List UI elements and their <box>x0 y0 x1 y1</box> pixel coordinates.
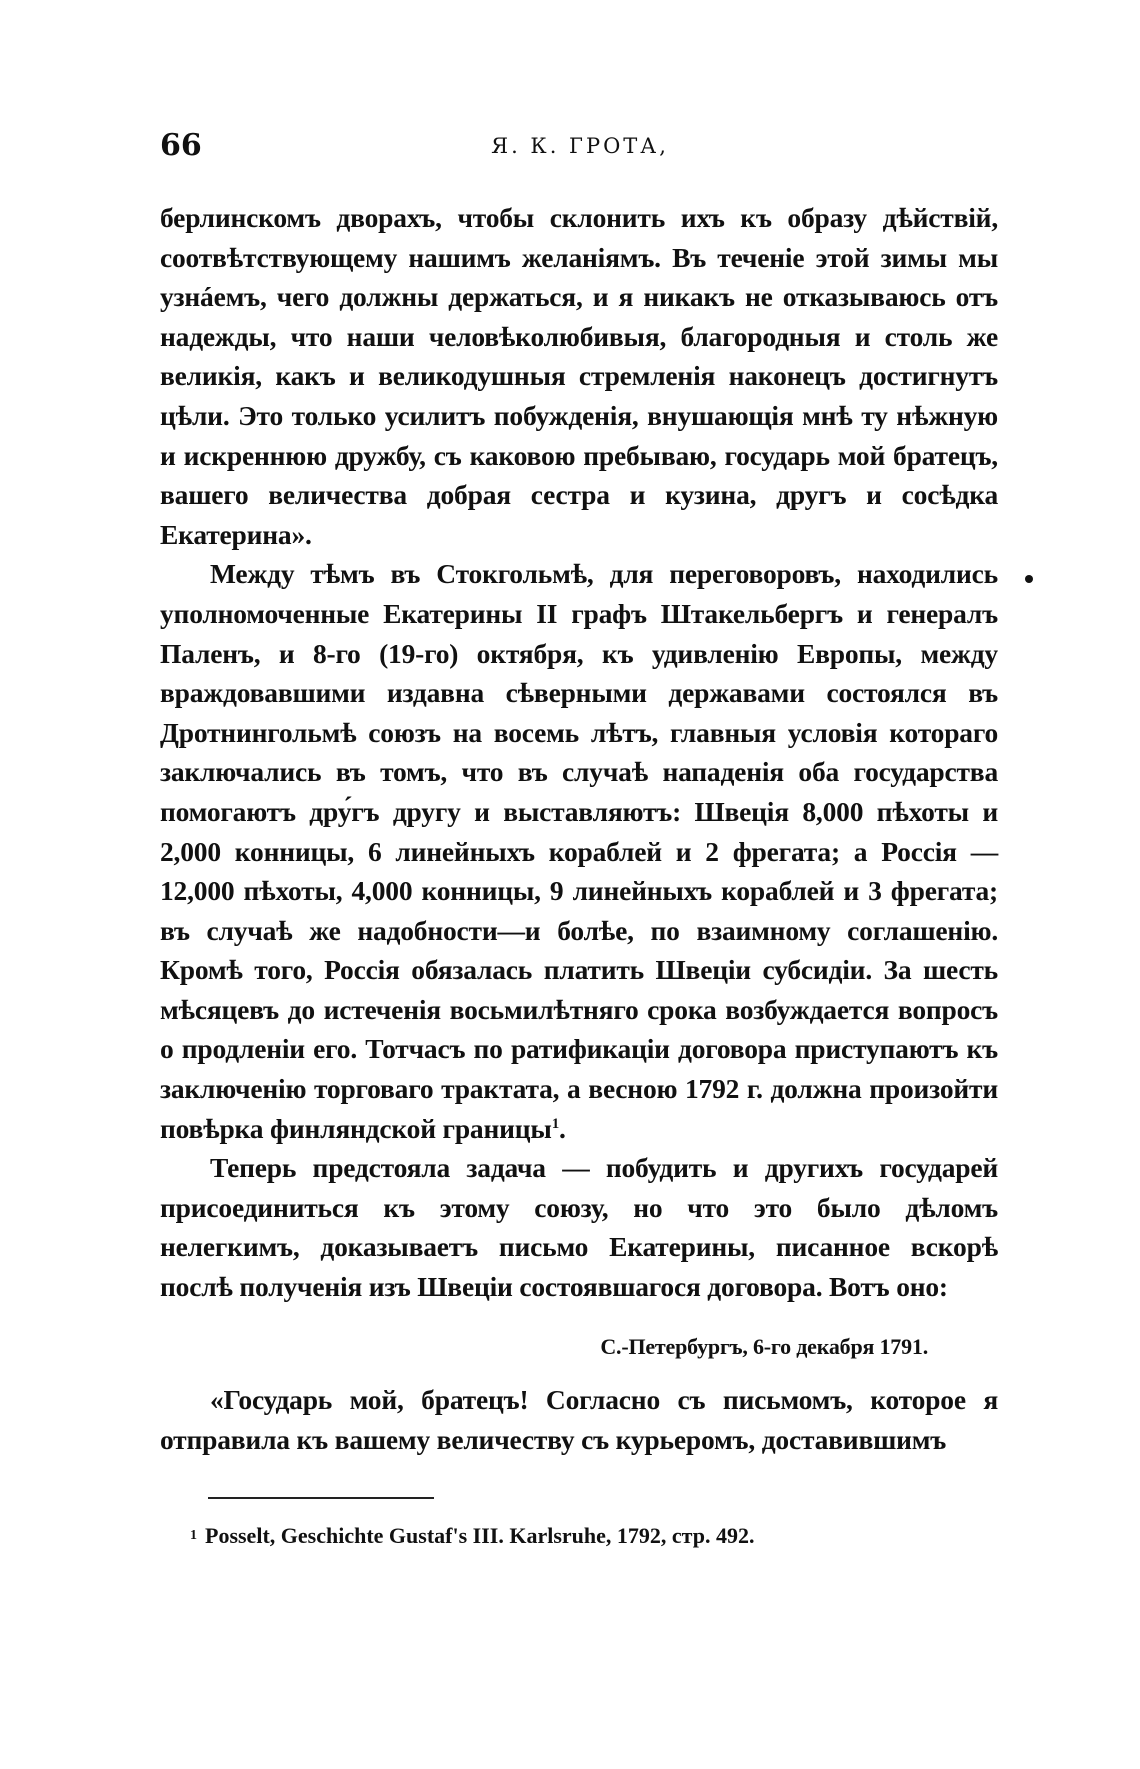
footnote <box>190 1521 990 1551</box>
paragraph-4: «Государь мой, братецъ! Согласно съ письмомъ, которое я отправила къ вашему величеству съ курьеромъ, доставившимъ <box>160 1384 998 1455</box>
page-header <box>160 128 1000 168</box>
margin-ink-dot <box>1025 575 1033 583</box>
main-text <box>160 198 998 1459</box>
footnote-text: Posselt, Geschichte Gustaf's III. Karlsruhe, 1792, стр. 492. <box>205 1523 755 1548</box>
page-number: 66 <box>160 128 202 163</box>
running-head: Я. К. ГРОТА, <box>491 134 669 158</box>
paragraph-2 <box>160 554 998 1148</box>
footnote-mark: 1 <box>190 1528 197 1543</box>
paragraph-3: Теперь предстояла задача — побудить и другихъ государей присоединиться къ этому союзу, но что это было дѣломъ нелегкимъ, доказываетъ письмо Екатерины, писанное вскорѣ послѣ полученія изъ Швеціи состоявшагося договора. Вотъ оно: <box>160 1152 998 1303</box>
paragraph-2-text: Между тѣмъ въ Стокгольмѣ, для переговоровъ, находились уполномоченные Екатерины II графъ Штакельбергъ и генералъ Паленъ, и 8-го (19-го) октября, къ удивленію Европы, между враждовавшими издавна сѣверными державами состоялся въ Дротнингольмѣ союзъ на восемь лѣтъ, главныя условія котораго заключались въ томъ, что въ случаѣ нападенія оба государства помогаютъ дру́гъ другу и выставляютъ: Швеція 8,000 пѣхоты и 2,000 конницы, 6 линейныхъ кораблей и 2 фрегата; а Россія — 12,000 пѣхоты, 4,000 конницы, 9 линейныхъ кораблей и 3 фрегата; въ случаѣ же надобности—и болѣе, по взаимному соглашенію. Кромѣ того, Россія обязалась платить Швеціи субсидіи. За шесть мѣсяцевъ до истеченія восьмилѣтняго срока возбуждается вопросъ о продленіи его. Тотчасъ по ратификаціи договора приступаютъ къ заключенію торговаго трактата, а весною 1792 г. должна произойти повѣрка финляндской границы <box>160 558 998 1144</box>
footnote-divider <box>208 1497 434 1499</box>
paragraph-1: берлинскомъ дворахъ, чтобы склонить ихъ къ образу дѣйствій, соотвѣтствующему нашимъ желаніямъ. Въ теченіе этой зимы мы узнáемъ, чего должны держаться, и я никакъ не отказываюсь отъ надежды, что наши человѣколюбивыя, благородныя и столь же великія, какъ и великодушныя стремленія наконецъ достигнутъ цѣли. Это только усилитъ побужденія, внушающія мнѣ ту нѣжную и искреннюю дружбу, съ каковою пребываю, государь мой братецъ, вашего величества добрая сестра и кузина, другъ и сосѣдка Екатерина». <box>160 202 998 550</box>
footnote-reference: 1 <box>551 1115 559 1132</box>
paragraph-2-end: . <box>559 1112 566 1144</box>
letter-dateline: С.-Петербургъ, 6-го декабря 1791. <box>600 1333 928 1359</box>
